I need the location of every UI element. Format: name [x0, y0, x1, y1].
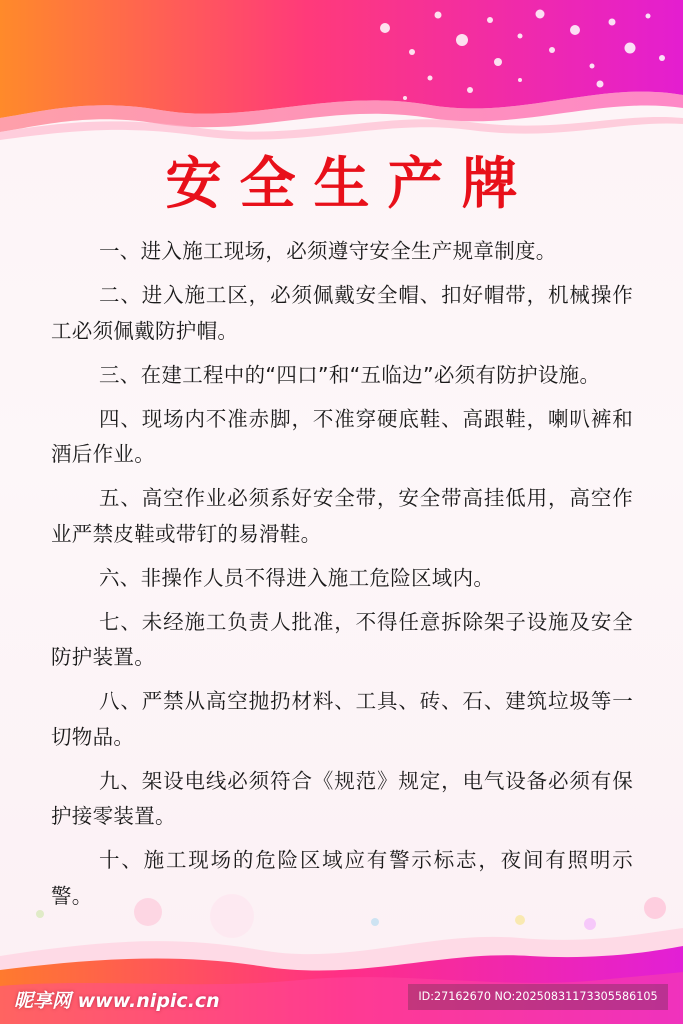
rule-item-8: 八、严禁从高空抛扔材料、工具、砖、石、建筑垃圾等一切物品。 [51, 689, 633, 749]
safety-rules-list [51, 234, 633, 923]
rule-item-7: 七、未经施工负责人批准，不得任意拆除架子设施及安全防护装置。 [51, 609, 633, 669]
rule-item-1: 一、进入施工现场，必须遵守安全生产规章制度。 [99, 239, 557, 263]
rule-item-10: 十、施工现场的危险区域应有警示标志，夜间有照明示警。 [51, 848, 633, 908]
rule-item-5: 五、高空作业必须系好安全带，安全带高挂低用，高空作业严禁皮鞋或带钉的易滑鞋。 [51, 486, 633, 546]
watermark-id: ID:27162670 NO:20250831173305586105 [408, 984, 668, 1010]
rule-item-9: 九、架设电线必须符合《规范》规定，电气设备必须有保护接零装置。 [51, 768, 633, 828]
rule-item-4: 四、现场内不准赤脚，不准穿硬底鞋、高跟鞋，喇叭裤和酒后作业。 [51, 406, 633, 466]
top-decorative-banner [0, 0, 683, 150]
watermark-logo: 昵享网 www.nipic.cn [14, 990, 220, 1012]
rule-item-6: 六、非操作人员不得进入施工危险区域内。 [99, 565, 495, 590]
rule-item-2: 二、进入施工区，必须佩戴安全帽、扣好帽带，机械操作工必须佩戴防护帽。 [51, 283, 633, 343]
rule-item-3: 三、在建工程中的“四口”和“五临边”必须有防护设施。 [99, 362, 601, 387]
poster-title: 安全生产牌 [165, 152, 536, 217]
bokeh-bubbles [36, 894, 666, 938]
